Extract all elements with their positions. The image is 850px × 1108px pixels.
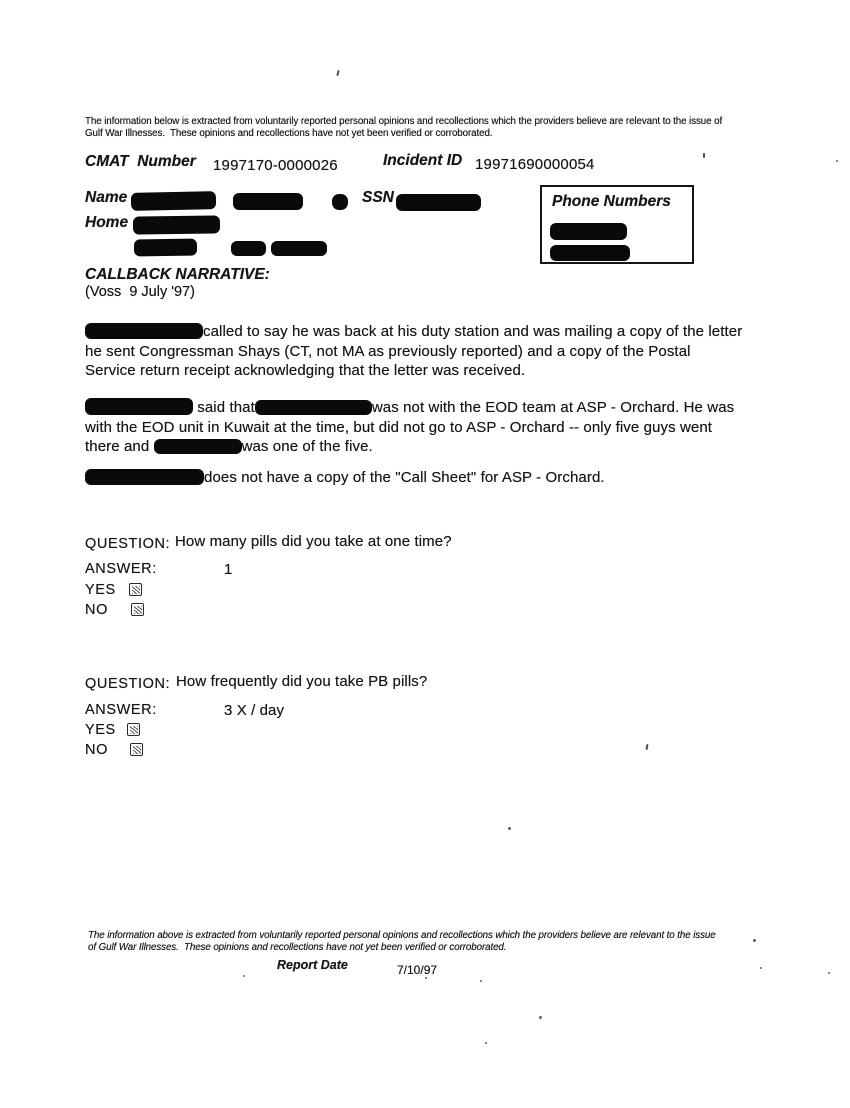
scan-artifact: [539, 1016, 542, 1019]
home-label: Home: [85, 214, 129, 231]
scan-artifact: [508, 827, 511, 830]
callback-narrative-heading: CALLBACK NARRATIVE:: [85, 266, 270, 283]
redaction-bar: [85, 398, 193, 415]
no-label: NO: [85, 602, 108, 618]
redaction-bar: [85, 469, 204, 485]
narrative-paragraph: [85, 468, 745, 488]
redaction-bar: [231, 241, 266, 256]
incident-id-label: Incident ID: [383, 152, 463, 169]
no-checkbox: [130, 743, 143, 756]
redaction-bar: [131, 191, 216, 211]
redaction-bar: [85, 323, 203, 339]
question-label: QUESTION:: [85, 536, 171, 552]
scan-artifact: [836, 160, 838, 162]
scan-artifact: [645, 744, 648, 750]
answer-value: 3 X / day: [224, 702, 285, 719]
scan-artifact: [243, 975, 245, 977]
redaction-bar: [271, 241, 327, 256]
paragraph-text: said that: [193, 399, 255, 416]
top-disclaimer: The information below is extracted from voluntarily reported personal opinions and recollections which the providers believe are relevant to the issue of Gulf War Illnesses. These opinions and recollections have not yet been verified or corroborated.: [85, 116, 725, 139]
no-checkbox: [131, 603, 144, 616]
cmat-number-value: 1997170-0000026: [213, 157, 338, 174]
paragraph-text: was not with the EOD team at ASP - Orchard. He was with the EOD unit in Kuwait at the time, but did not go to ASP - Orchard -- only five guys went there and: [85, 399, 735, 455]
redaction-bar: [233, 193, 303, 210]
yes-label: YES: [85, 582, 116, 598]
bottom-disclaimer: The information above is extracted from voluntarily reported personal opinions and recollections which the providers believe are relevant to the issue of Gulf War Illnesses. These opinions and recollections have not yet been verified or corroborated.: [88, 930, 719, 953]
scan-artifact: [425, 977, 427, 979]
question-label: QUESTION:: [85, 676, 171, 692]
answer-label: ANSWER:: [85, 702, 157, 718]
redaction-bar: [255, 400, 372, 415]
incident-id-value: 19971690000054: [475, 156, 595, 173]
narrative-paragraph: [85, 322, 745, 381]
redaction-bar: [134, 239, 197, 257]
yes-checkbox: [129, 583, 142, 596]
redaction-bar: [550, 245, 630, 261]
redaction-bar: [332, 194, 348, 210]
question-text: How many pills did you take at one time?: [175, 533, 452, 550]
narrative-date-line: (Voss 9 July '97): [85, 284, 195, 300]
redaction-bar: [154, 439, 242, 454]
paragraph-text: does not have a copy of the "Call Sheet" for ASP - Orchard.: [204, 469, 605, 486]
no-label: NO: [85, 742, 108, 758]
cmat-number-label: CMAT Number: [85, 153, 196, 170]
scan-artifact: [480, 980, 482, 982]
phone-numbers-title: Phone Numbers: [552, 193, 671, 210]
paragraph-text: was one of the five.: [241, 438, 373, 455]
scan-artifact: [336, 70, 339, 76]
answer-value: 1: [224, 561, 233, 578]
redaction-bar: [133, 215, 220, 234]
report-date-label: Report Date: [277, 958, 348, 972]
question-text: How frequently did you take PB pills?: [176, 673, 428, 690]
yes-checkbox: [127, 723, 140, 736]
answer-label: ANSWER:: [85, 561, 157, 577]
name-label: Name: [85, 189, 128, 206]
narrative-paragraph: [85, 398, 747, 457]
phone-numbers-box: [540, 185, 694, 264]
paragraph-text: called to say he was back at his duty station and was mailing a copy of the letter he sent Congressman Shays (CT, not MA as previously reported) and a copy of the Postal Service return receipt acknowledging that the letter was received.: [85, 323, 743, 379]
redaction-bar: [550, 223, 627, 240]
scan-artifact: [828, 972, 830, 974]
yes-label: YES: [85, 722, 116, 738]
redaction-bar: [396, 194, 481, 211]
scan-artifact: [753, 939, 756, 942]
scan-artifact: [760, 967, 762, 969]
report-date-value: 7/10/97: [397, 963, 438, 977]
scan-artifact: [485, 1042, 487, 1044]
scan-artifact: [703, 153, 705, 158]
ssn-label: SSN: [362, 189, 394, 206]
